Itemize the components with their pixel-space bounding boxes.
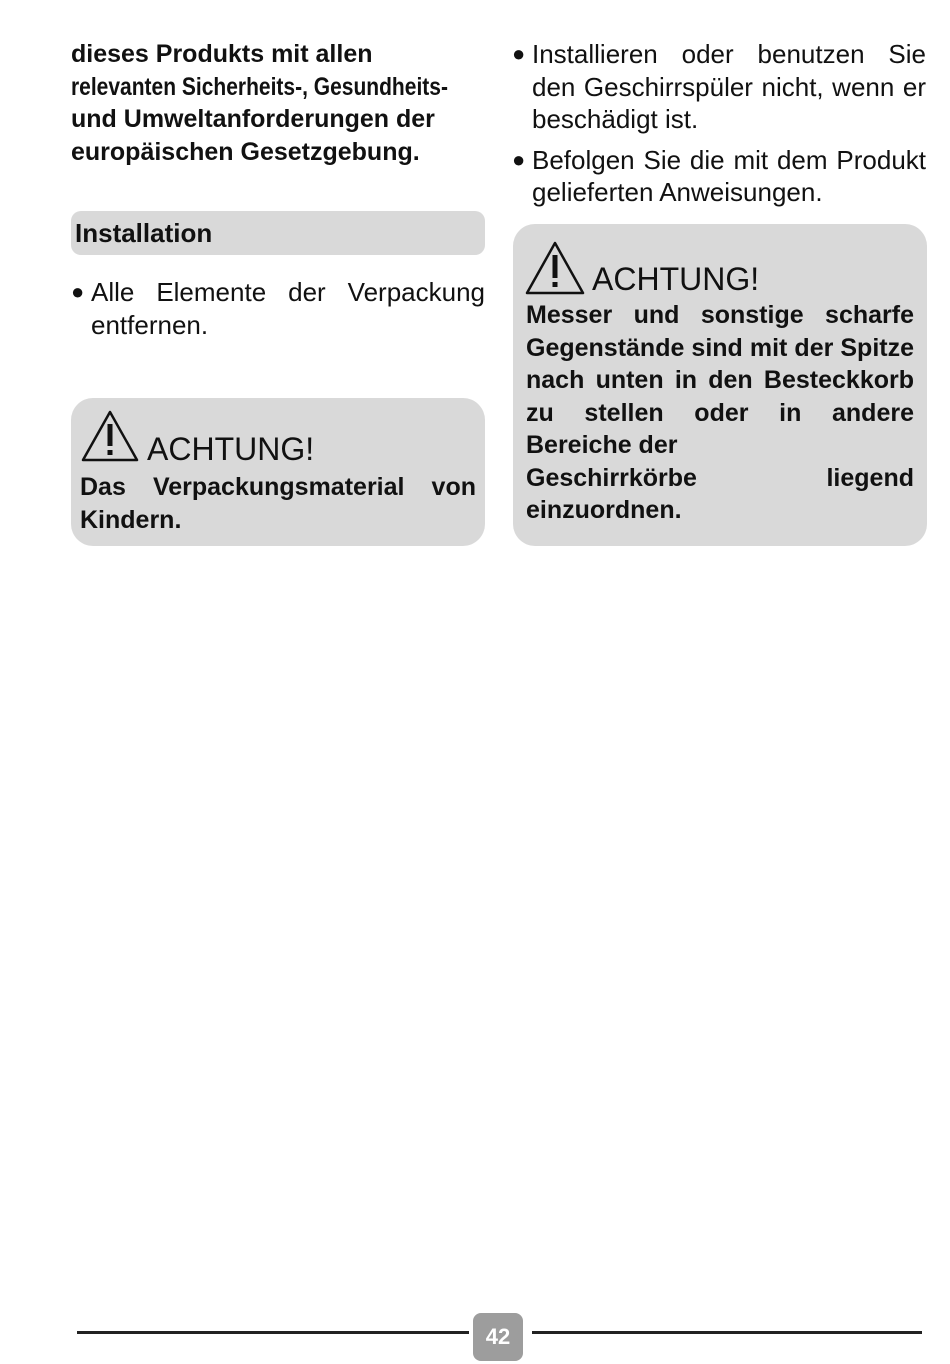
bullet-icon: ● <box>512 41 526 66</box>
warning-box-knives <box>513 224 927 546</box>
warning-triangle-icon <box>80 409 140 463</box>
warning-title: ACHTUNG! <box>592 261 760 297</box>
list-item <box>512 144 926 209</box>
warning-title: ACHTUNG! <box>147 431 315 467</box>
list-item-text: Alle Elemente der Verpackung entfernen. <box>91 277 485 340</box>
warning-triangle-icon <box>524 240 586 296</box>
list-item <box>71 276 485 341</box>
list-item <box>512 38 926 136</box>
warning-text-end: einzuordnen. <box>526 496 682 524</box>
footer-divider-left <box>77 1331 469 1334</box>
bullet-icon: ● <box>512 146 526 172</box>
warning-text-left: Geschirrkörbe <box>526 463 697 492</box>
right-column <box>512 38 926 217</box>
page-number: 42 <box>473 1313 523 1361</box>
warning-text-right: liegend <box>826 463 914 492</box>
intro-line-3: und Umweltanforderungen der <box>71 105 435 133</box>
usage-list <box>512 38 926 209</box>
installation-list <box>71 276 485 341</box>
warning-text: Das Verpackungsmaterial von Kindern. <box>80 473 476 534</box>
list-item-text: Installieren oder benutzen Sie den Geschirrspüler nicht, wenn er beschädigt ist. <box>532 39 926 134</box>
left-column <box>71 38 485 341</box>
warning-text-main: Messer und sonstige scharfe Gegenstände sind mit der Spitze nach unten in den Besteckkorb zu stellen oder in andere Bereiche der <box>526 301 914 459</box>
warning-text <box>526 299 914 527</box>
bullet-icon: ● <box>71 279 85 304</box>
installation-heading: Installation <box>71 211 485 255</box>
intro-paragraph <box>71 38 485 168</box>
warning-box-packaging <box>71 398 485 546</box>
warning-text-line <box>526 462 914 495</box>
intro-line-2: relevanten Sicherheits-, Gesundheits- <box>71 72 448 101</box>
footer-divider-right <box>532 1331 922 1334</box>
intro-line-4: europäischen Gesetzgebung. <box>71 137 420 166</box>
list-item-text: Befolgen Sie die mit dem Produkt gelieferten Anweisungen. <box>532 144 926 207</box>
intro-line-1: dieses Produkts mit allen <box>71 40 373 68</box>
